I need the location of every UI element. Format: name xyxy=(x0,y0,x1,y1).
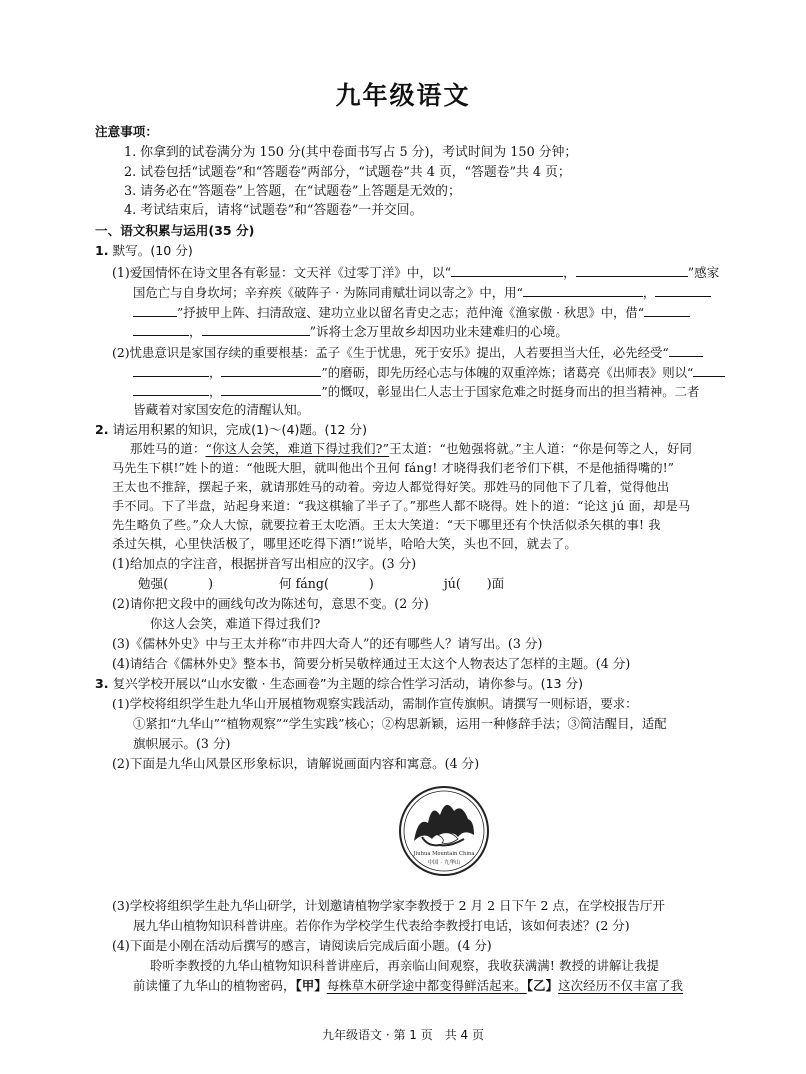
note-item: 1. 你拿到的试卷满分为 150 分(其中卷面书写占 5 分)，考试时间为 150 分钟； xyxy=(124,145,578,160)
answer-blank[interactable] xyxy=(451,262,563,277)
passage-line: 王太也不推辞，摆起子来，就请那姓马的动着。旁边人都觉得好笑。那姓马的同他下了几着，觉得他出 xyxy=(112,480,670,494)
logo-chinese-text: 中国 · 九华山 xyxy=(427,860,461,866)
q1-part2-line3: ， ”的慨叹，彰显出仁人志士于国家危难之时挺身而出的担当精神。二者 xyxy=(133,381,699,402)
q3-part1-line2: ①紧扣“九华山”“植物观察”“学生实践”核心；②构思新颖，运用一种修辞手法；③简洁醒目，适配 xyxy=(133,716,667,731)
answer-blank[interactable] xyxy=(133,321,189,336)
logo-english-text: Jiuhua Mountain China xyxy=(413,851,475,857)
passage-line: 马先生下棋!”姓卜的道：“他既大胆，就叫他出个丑何 fáng! 才晓得我们老爷们下棋，不是他插得嘴的!” xyxy=(112,461,675,475)
note-item: 4. 考试结束后，请将“试题卷”和“答题卷”一并交回。 xyxy=(124,203,423,218)
q2-part1: (1)给加点的字注音，根据拼音写出相应的汉字。(3 分) xyxy=(112,556,417,571)
q3-part3-line1: (3)学校将组织学生赴九华山研学，计划邀请植物学家李教授于 2 月 2 日下午 2 点，在学校报告厅开 xyxy=(112,898,665,913)
jiuhua-mountain-logo xyxy=(398,785,490,877)
q1-part2-line4: 皆藏着对家国安危的清醒认知。 xyxy=(133,402,310,417)
underlined-sentence: “你这人会笑，难道下得过我们?” xyxy=(205,441,390,456)
passage-line: 先生略负了些。”众人大惊，就要拉着王太吃酒。王太大笑道：“天下哪里还有个快活似杀矢棋的事! 我 xyxy=(112,518,661,532)
mountain-emblem-icon xyxy=(398,785,490,877)
answer-blank[interactable] xyxy=(576,262,688,277)
q1-part2-line1: (2)忧患意识是家国存续的重要根基：孟子《生于忧患，死于安乐》提出，人若要担当大任，必先经受“ xyxy=(112,342,703,363)
q3-part1-line3: 旗帜展示。(3 分) xyxy=(133,736,231,751)
q1-part1-line4: ， ”诉将士念万里故乡却因功业未建难归的心境。 xyxy=(133,321,568,342)
q3-part1-line1: (1)学校将组织学生赴九华山开展植物观察实践活动，需制作宣传旗帜。请撰写一则标语，要求： xyxy=(112,696,638,711)
q1-part2-line2: ， ”的磨砺，即先历经心志与体魄的双重淬炼；诸葛亮《出师表》则以“ xyxy=(133,362,725,383)
answer-blank[interactable] xyxy=(133,381,209,396)
q1-part1-line3: ”抒披甲上阵、扫清敌寇、建功立业以留名青史之志；范仲淹《渔家傲 · 秋思》中，借“ xyxy=(133,302,690,323)
q3-part2: (2)下面是九华山风景区形象标识，请解说画面内容和寓意。(4 分) xyxy=(112,756,480,771)
q2-part1-items: 勉强( ) 何 fáng( ) jú( )面 xyxy=(138,576,505,591)
answer-blank[interactable] xyxy=(655,282,711,297)
answer-blank[interactable] xyxy=(669,342,703,357)
underlined-sentence-yi: 这次经历不仅丰富了我 xyxy=(558,979,684,993)
answer-blank[interactable] xyxy=(133,302,177,317)
note-item: 2. 试卷包括“试题卷”和“答题卷”两部分，“试题卷”共 4 页，“答题卷”共 4 页； xyxy=(124,165,571,180)
underlined-sentence-jia: 每株草木研学途中都变得鲜活起来。 xyxy=(326,979,527,993)
question-2-heading: 2. 请运用积累的知识，完成(1)～(4)题。(12 分) xyxy=(95,422,368,437)
passage-line: 那姓马的道：“你这人会笑，难道下得过我们?”王太道：“也勉强将就。”主人道：“你是何等之人，好同 xyxy=(130,441,693,456)
notes-heading: 注意事项： xyxy=(95,124,158,139)
question-1-heading: 1. 默写。(10 分) xyxy=(95,243,193,258)
answer-blank[interactable] xyxy=(202,321,310,336)
passage-line: 手不同。下了半盘，站起身来道：“我这棋输了半子了。”那些人都不晓得。姓卜的道：“论这 jú 面，却是马 xyxy=(112,499,691,513)
answer-blank[interactable] xyxy=(221,381,321,396)
q3-passage-line2: 前读懂了九华山的植物密码，【甲】每株草木研学途中都变得鲜活起来。【乙】这次经历不仅丰富了我 xyxy=(133,978,684,993)
passage-line: 杀过矢棋，心里快活极了，哪里还吃得下酒!”说毕，哈哈大笑，头也不回，就去了。 xyxy=(112,536,577,551)
q1-part1-line1: (1)爱国情怀在诗文里各有彰显：文天祥《过零丁洋》中，以“ ， ”感家 xyxy=(112,262,719,283)
q3-part3-line2: 展九华山植物知识科普讲座。若你作为学校学生代表给李教授打电话，该如何表述？(2 分) xyxy=(133,918,630,933)
marker-jia: 【甲】 xyxy=(295,978,327,993)
q2-part3: (3)《儒林外史》中与王太并称“市井四大奇人”的还有哪些人？请写出。(3 分) xyxy=(112,636,543,651)
q1-part1-line2: 国危亡与自身坎坷；辛弃疾《破阵子 · 为陈同甫赋壮词以寄之》中，用“ ， xyxy=(133,282,711,303)
q2-part2-sentence: 你这人会笑，难道下得过我们? xyxy=(150,616,321,631)
marker-yi: 【乙】 xyxy=(526,978,559,993)
question-3-heading: 3. 复兴学校开展以“山水安徽 · 生态画卷”为主题的综合性学习活动，请你参与。(13 分) xyxy=(95,676,584,691)
q3-part4: (4)下面是小刚在活动后撰写的感言，请阅读后完成后面小题。(4 分) xyxy=(112,938,492,953)
section-heading: 一、语文积累与运用(35 分) xyxy=(95,223,255,238)
answer-blank[interactable] xyxy=(221,362,321,377)
q2-part4: (4)请结合《儒林外史》整本书，简要分析吴敬梓通过王太这个人物表达了怎样的主题。(4 分) xyxy=(112,656,631,671)
q3-passage-line1: 聆听李教授的九华山植物知识科普讲座后，再亲临山间观察，我收获满满! 教授的讲解让我提 xyxy=(150,959,660,973)
page-title: 九年级语文 xyxy=(335,81,471,110)
answer-blank[interactable] xyxy=(133,362,209,377)
note-item: 3. 请务必在“答题卷”上答题，在“试题卷”上答题是无效的； xyxy=(124,184,461,199)
q2-part2: (2)请你把文段中的画线句改为陈述句，意思不变。(2 分) xyxy=(112,596,429,611)
answer-blank[interactable] xyxy=(644,302,690,317)
answer-blank[interactable] xyxy=(693,362,725,377)
page-footer: 九年级语文 · 第 1 页 共 4 页 xyxy=(322,1028,484,1042)
answer-blank[interactable] xyxy=(523,282,643,297)
